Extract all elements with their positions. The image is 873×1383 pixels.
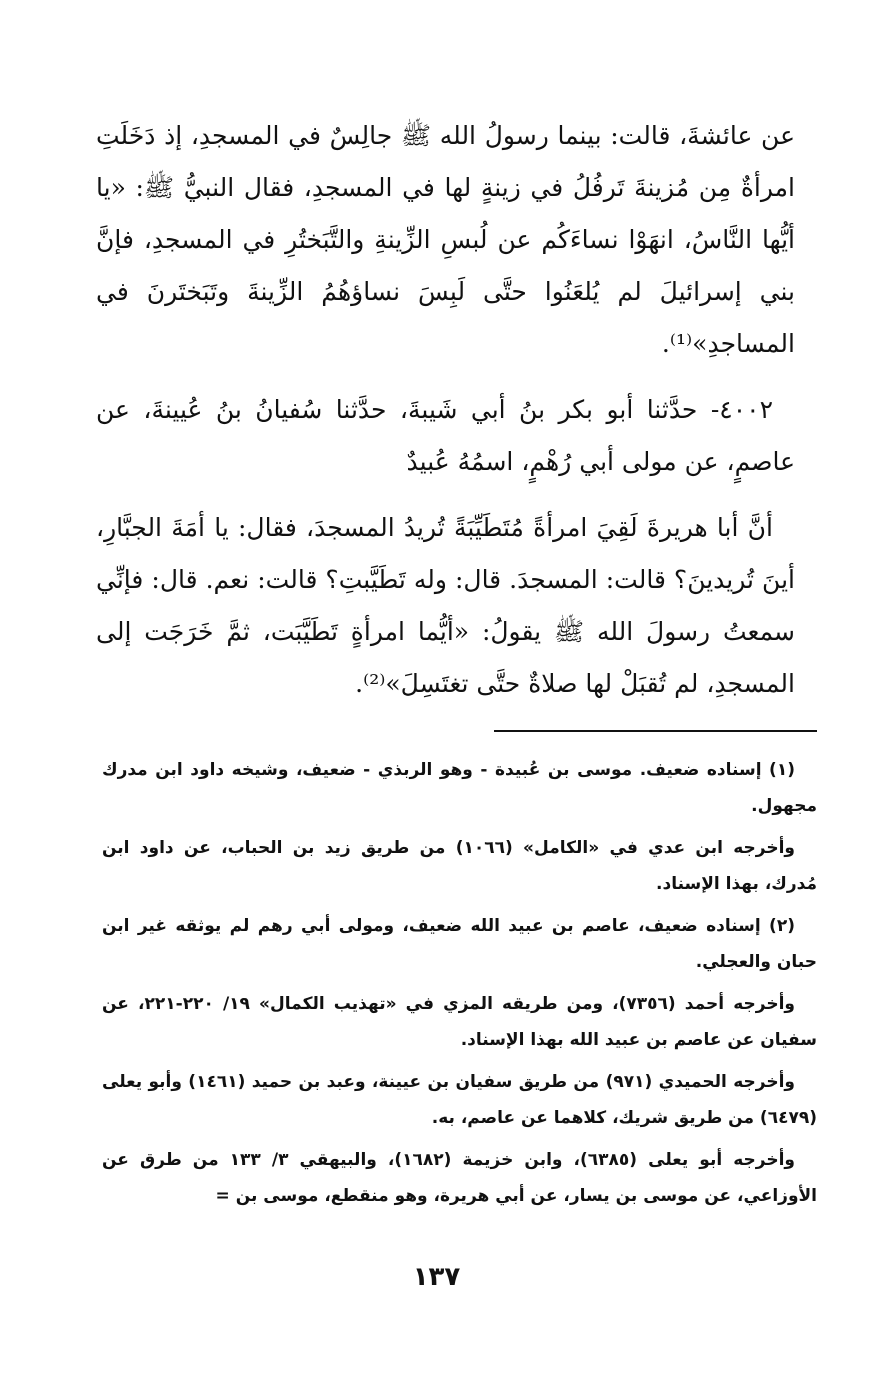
footnote-separator [494,730,817,732]
footnote-2-takhrij-ahmad: وأخرجه أحمد (٧٣٥٦)، ومن طريقه المزي في «تهذيب الكمال» ١٩/ ٢٢٠-٢٢١، عن سفيان عن عاصم بن عبيد الله بهذا الإسناد. [102,994,817,1050]
main-text [96,110,795,724]
page-number: ١٣٧ [412,1262,461,1292]
footnote-2-takhrij-abu-yala: وأخرجه أبو يعلى (٦٣٨٥)، وابن خزيمة (١٦٨٢)، والبيهقي ٣/ ١٣٣ من طرق عن الأوزاعي، عن موسى بن يسار، عن أبي هريرة، وهو منقطع، موسى بن = [102,1150,817,1206]
footnote-1: (١) إسناده ضعيف. موسى بن عُبيدة - وهو الربذي - ضعيف، وشيخه داود ابن مدرك مجهول. [102,760,817,816]
hadith-4002-isnad: ٤٠٠٢- حدَّثنا أبو بكر بنُ أبي شَيبةَ، حدَّثنا سُفيانُ بنُ عُيينةَ، عن عاصمٍ، عن مولى أبي رُهْمٍ، اسمُهُ عُبيدٌ [96,395,795,476]
footnote-1-takhrij: وأخرجه ابن عدي في «الكامل» (١٠٦٦) من طريق زيد بن الحباب، عن داود ابن مُدرك، بهذا الإسناد. [102,838,817,894]
footnotes [102,752,817,1220]
hadith-paragraph-aisha: عن عائشةَ، قالت: بينما رسولُ الله ﷺ جالِسٌ في المسجدِ، إذ دَخَلَتِ امرأةٌ مِن مُزينةَ تَرفُلُ في زينةٍ لها في المسجدِ، فقال النبيُّ ﷺ: «يا أيُّها النَّاسُ، انهَوْا نساءَكُم عن لُبسِ الزِّينةِ والتَّبَختُرِ في المسجدِ، فإنَّ بني إسرائيلَ لم يُلعَنُوا حتَّى لَبِسَ نساؤهُمُ الزِّينةَ وتَبَختَرنَ في المساجدِ»⁽¹⁾. [96,121,795,358]
footnote-2: (٢) إسناده ضعيف، عاصم بن عبيد الله ضعيف، ومولى أبي رهم لم يوثقه غير ابن حبان والعجلي. [102,916,817,972]
footnote-2-takhrij-humaydi: وأخرجه الحميدي (٩٧١) من طريق سفيان بن عيينة، وعبد بن حميد (١٤٦١) وأبو يعلى (٦٤٧٩) من طريق شريك، كلاهما عن عاصم، به. [102,1072,817,1128]
hadith-4002-matn: أنَّ أبا هريرةَ لَقِيَ امرأةً مُتَطَيِّبَةً تُريدُ المسجدَ، فقال: يا أمَةَ الجبَّارِ، أينَ تُريدينَ؟ قالت: المسجدَ. قال: وله تَطَيَّبتِ؟ قالت: نعم. قال: فإنِّي سمعتُ رسولَ الله ﷺ يقولُ: «أيُّما امرأةٍ تَطَيَّبَت، ثمَّ خَرَجَت إلى المسجدِ، لم تُقبَلْ لها صلاةٌ حتَّى تغتَسِلَ»⁽²⁾. [96,513,795,698]
